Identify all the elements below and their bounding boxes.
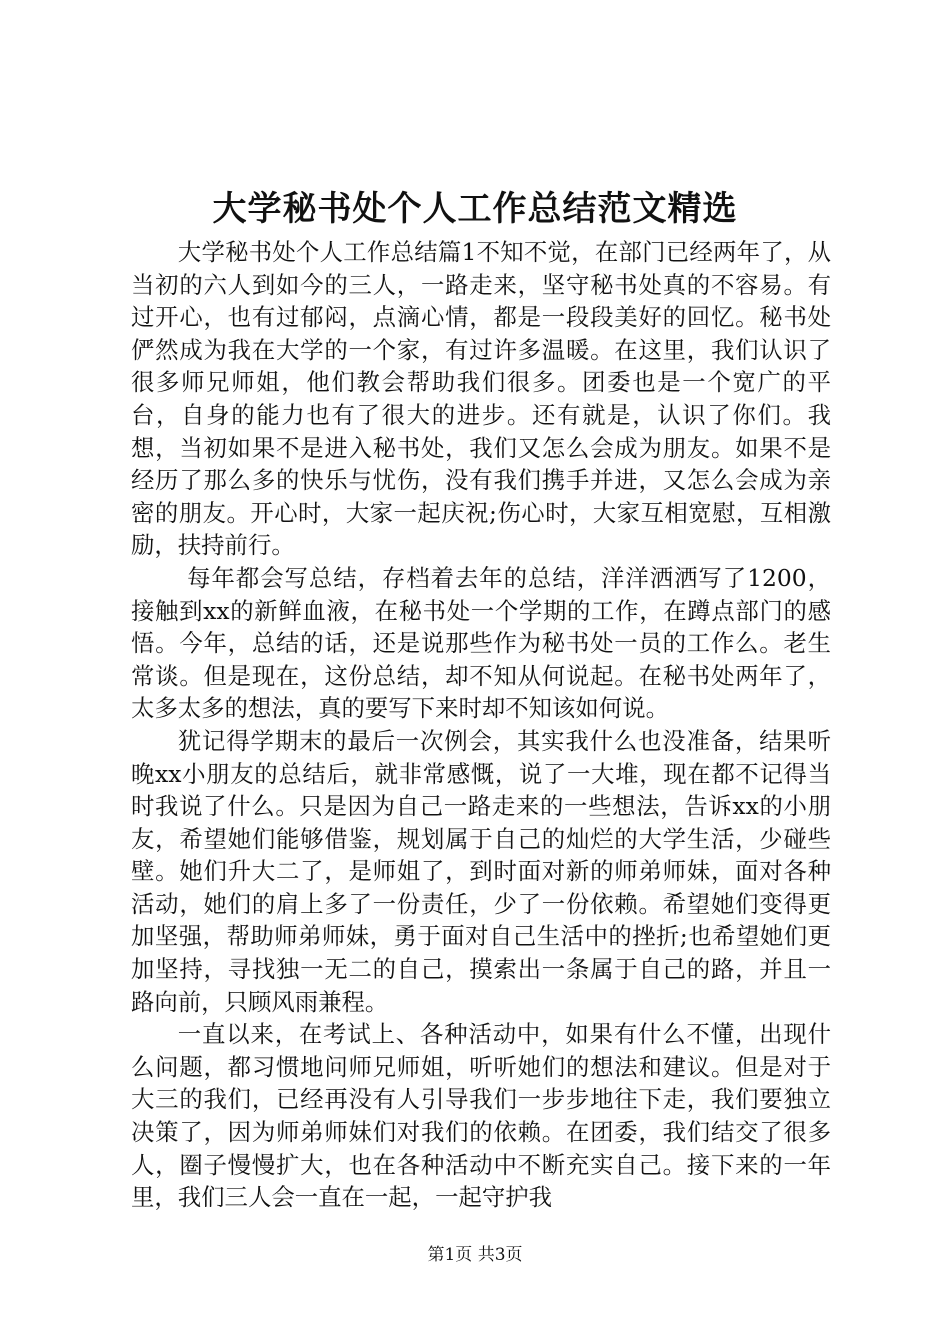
paragraph: 大学秘书处个人工作总结篇1不知不觉，在部门已经两年了，从当初的六人到如今的三人，一路走来，坚守秘书处真的不容易。有过开心，也有过郁闷，点滴心情，都是一段段美好的回忆。秘书处俨然成为我在大学的一个家，有过许多温暖。在这里，我们认识了很多师兄师姐，他们教会帮助我们很多。团委也是一个宽广的平台，自身的能力也有了很大的进步。还有就是，认识了你们。我想，当初如果不是进入秘书处，我们又怎么会成为朋友。如果不是经历了那么多的快乐与忧伤，没有我们携手并进，又怎么会成为亲密的朋友。开心时，大家一起庆祝;伤心时，大家互相宽慰，互相激励，扶持前行。 <box>131 238 831 560</box>
document-body <box>131 236 831 1214</box>
page-footer: 第1页 共3页 <box>427 1245 523 1265</box>
paragraph: 犹记得学期末的最后一次例会，其实我什么也没准备，结果听晚xx小朋友的总结后，就非常感慨，说了一大堆，现在都不记得当时我说了什么。只是因为自己一路走来的一些想法，告诉xx的小朋友，希望她们能够借鉴，规划属于自己的灿烂的大学生活，少碰些壁。她们升大二了，是师姐了，到时面对新的师弟师妹，面对各种活动，她们的肩上多了一份责任，少了一份依赖。希望她们变得更加坚强，帮助师弟师妹，勇于面对自己生活中的挫折;也希望她们更加坚持，寻找独一无二的自己，摸索出一条属于自己的路，并且一路向前，只顾风雨兼程。 <box>131 726 831 1016</box>
paragraph: 每年都会写总结，存档着去年的总结，洋洋洒洒写了1200，接触到xx的新鲜血液，在秘书处一个学期的工作，在蹲点部门的感悟。今年，总结的话，还是说那些作为秘书处一员的工作么。老生常谈。但是现在，这份总结，却不知从何说起。在秘书处两年了，太多太多的想法，真的要写下来时却不知该如何说。 <box>131 563 831 723</box>
paragraph: 一直以来，在考试上、各种活动中，如果有什么不懂，出现什么问题，都习惯地问师兄师姐，听听她们的想法和建议。但是对于大三的我们，已经再没有人引导我们一步步地往下走，我们要独立决策了，因为师弟师妹们对我们的依赖。在团委，我们结交了很多人，圈子慢慢扩大，也在各种活动中不断充实自己。接下来的一年里，我们三人会一直在一起，一起守护我 <box>131 1020 831 1212</box>
document-title: 大学秘书处个人工作总结范文精选 <box>212 189 738 229</box>
